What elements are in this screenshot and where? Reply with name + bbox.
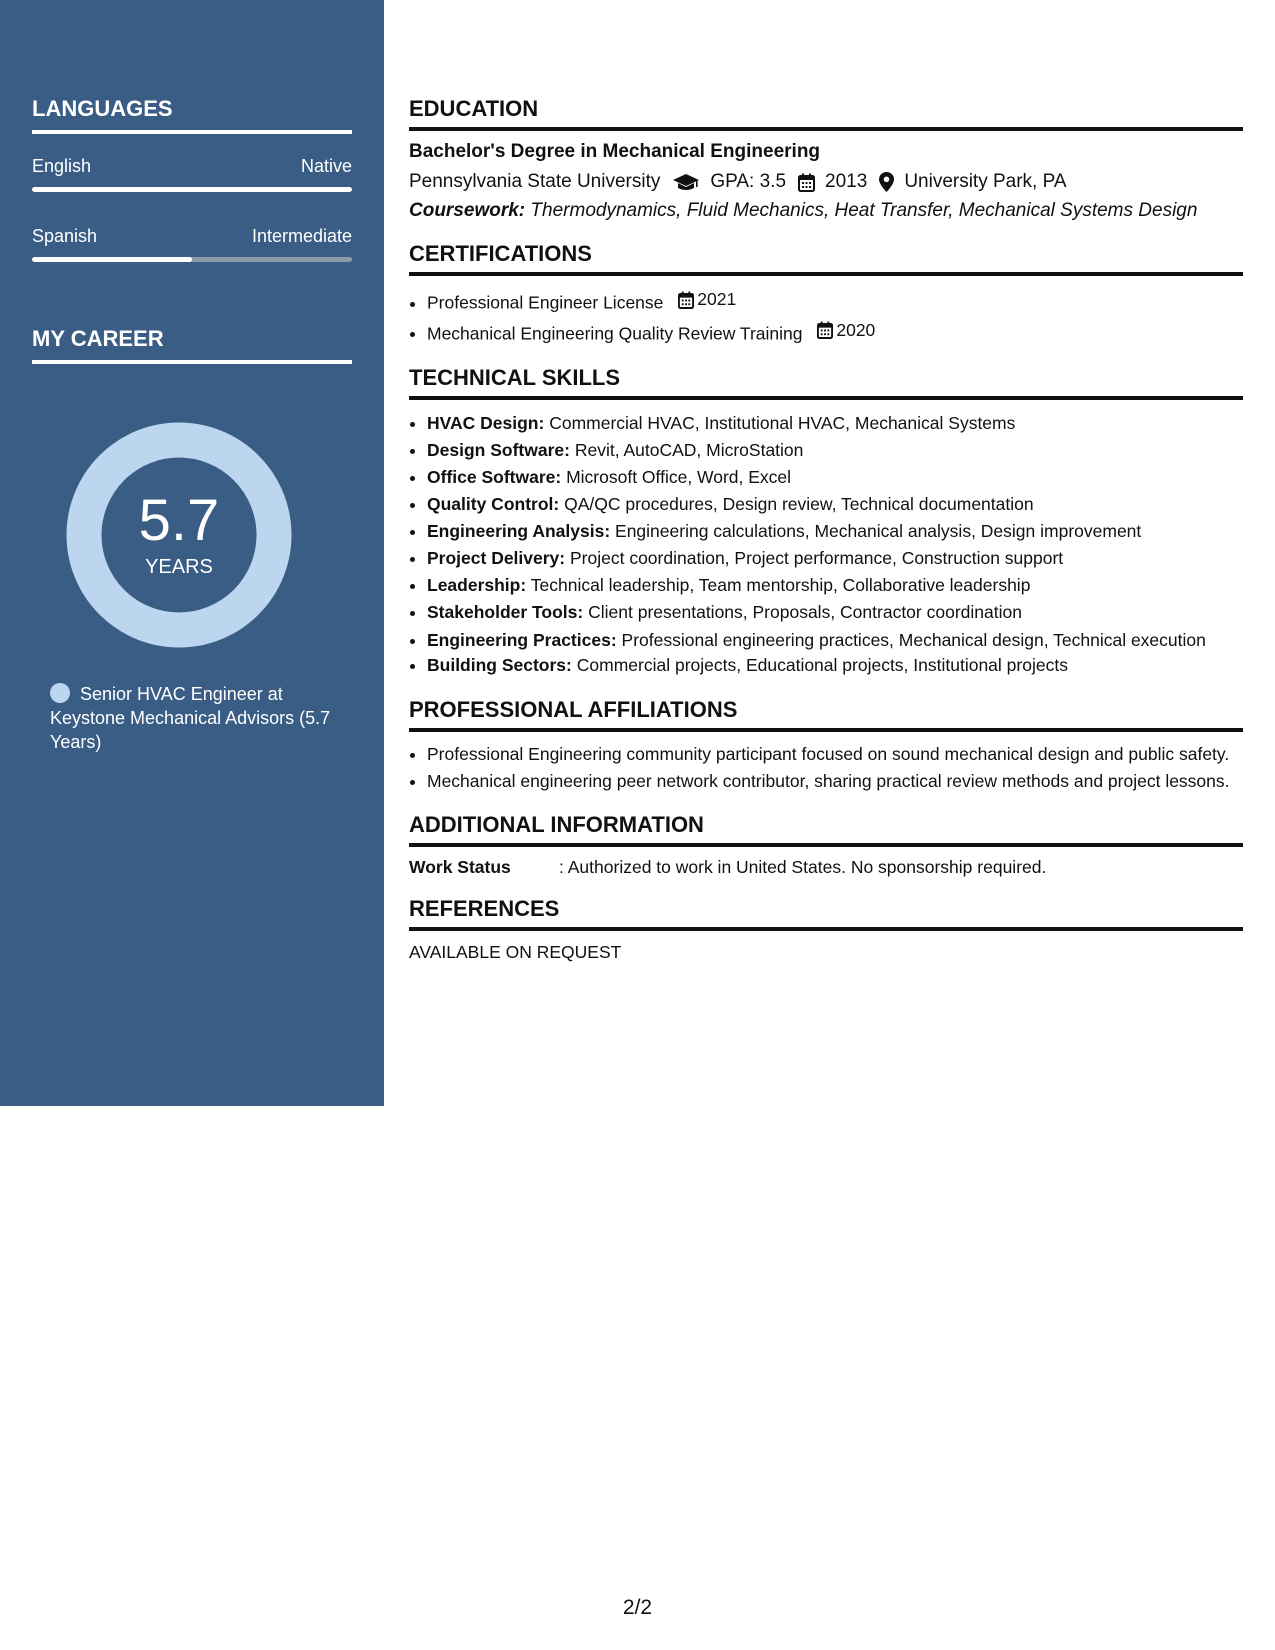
skill-label: Building Sectors: (427, 655, 572, 675)
affiliations-list (409, 742, 1243, 794)
calendar-icon (798, 173, 815, 192)
career-total-value: 5.7 (138, 487, 220, 553)
language-bar-fill (32, 257, 192, 262)
career-item-text: Senior HVAC Engineer at Keystone Mechanical Advisors (5.7 Years) (50, 684, 331, 752)
languages-section (32, 96, 352, 262)
degree-title: Bachelor's Degree in Mechanical Engineering (409, 141, 821, 162)
references-text: AVAILABLE ON REQUEST (409, 942, 622, 962)
references-section (409, 896, 1243, 963)
skill-label: Leadership: (427, 575, 527, 595)
donut-center (66, 422, 292, 648)
skill-item (427, 437, 1243, 464)
certification-item (427, 317, 1243, 348)
skill-value: Commercial HVAC, Institutional HVAC, Mechanical Systems (549, 413, 1016, 433)
language-name: English (32, 156, 92, 176)
language-bar-fill (32, 187, 352, 192)
sidebar (0, 0, 384, 1106)
language-bar (32, 257, 352, 262)
certification-year: 2021 (697, 289, 737, 309)
skill-value: Project coordination, Project performance, Construction support (570, 548, 1064, 568)
certification-name: Mechanical Engineering Quality Review Training (427, 323, 803, 343)
skill-label: Office Software: (427, 467, 562, 487)
career-section (32, 326, 352, 364)
skill-label: HVAC Design: (427, 413, 545, 433)
school-location: University Park, PA (904, 171, 1067, 192)
language-level: Native (300, 156, 352, 176)
coursework-label: Coursework: (409, 200, 526, 221)
coursework-text: Thermodynamics, Fluid Mechanics, Heat Transfer, Mechanical Systems Design (530, 200, 1198, 221)
main-content (409, 96, 1243, 981)
career-heading: MY CAREER (32, 326, 352, 364)
work-status-value: : Authorized to work in United States. No sponsorship required. (559, 857, 1047, 877)
certification-name: Professional Engineer License (427, 292, 664, 313)
skill-item (427, 545, 1243, 572)
skill-item (427, 518, 1243, 545)
education-section (409, 96, 1243, 223)
skill-value: Technical leadership, Team mentorship, Collaborative leadership (530, 575, 1031, 595)
gpa: GPA: 3.5 (710, 171, 787, 192)
skill-item (427, 628, 1243, 652)
education-heading: EDUCATION (409, 96, 1243, 131)
skill-label: Engineering Analysis: (427, 521, 611, 541)
skill-label: Quality Control: (427, 494, 560, 514)
affiliation-item: • Mechanical engineering peer network contributor, sharing practical review methods and project lessons. (427, 769, 1243, 794)
skill-value: QA/QC procedures, Design review, Technical documentation (564, 494, 1034, 514)
skills-heading: TECHNICAL SKILLS (409, 365, 1243, 400)
certification-item (427, 286, 1243, 317)
graduation-year: 2013 (825, 171, 868, 192)
career-legend-dot (50, 683, 70, 703)
skills-section (409, 365, 1243, 679)
additional-info-section (409, 812, 1243, 878)
skill-item (427, 572, 1243, 599)
language-item-english (32, 156, 352, 192)
additional-info-heading: ADDITIONAL INFORMATION (409, 812, 1243, 847)
coursework (409, 199, 1243, 223)
language-name: Spanish (32, 226, 98, 246)
calendar-icon (678, 291, 694, 309)
skill-item (427, 410, 1243, 437)
work-status-label: Work Status (409, 857, 511, 877)
certifications-heading: CERTIFICATIONS (409, 241, 1243, 276)
certifications-list (409, 286, 1243, 347)
skill-value: Microsoft Office, Word, Excel (566, 467, 792, 487)
skill-label: Engineering Practices: (427, 630, 617, 650)
certifications-section (409, 241, 1243, 347)
skill-label: Stakeholder Tools: (427, 602, 584, 622)
school-name: Pennsylvania State University (409, 171, 661, 192)
work-status-row (409, 857, 1243, 878)
skill-label: Project Delivery: (427, 548, 566, 568)
skills-list (409, 410, 1243, 679)
location-pin-icon (879, 172, 894, 192)
graduation-cap-icon (672, 172, 700, 192)
career-item (50, 682, 350, 754)
skill-item (427, 599, 1243, 626)
career-donut-chart (66, 422, 292, 648)
skill-item (427, 491, 1243, 518)
language-item-spanish (32, 226, 352, 262)
skill-item (427, 464, 1243, 491)
references-heading: REFERENCES (409, 896, 1243, 931)
career-total-unit: YEARS (145, 555, 213, 578)
skill-value: Engineering calculations, Mechanical analysis, Design improvement (615, 521, 1142, 541)
skill-item (427, 652, 1243, 679)
affiliations-section (409, 697, 1243, 794)
skill-label: Design Software: (427, 440, 570, 460)
affiliation-item: • Professional Engineering community participant focused on sound mechanical design and public safety. (427, 742, 1243, 767)
language-bar (32, 187, 352, 192)
certification-year: 2020 (836, 319, 876, 340)
page-number: 2/2 (622, 1596, 653, 1619)
skill-value: Professional engineering practices, Mechanical design, Technical execution (621, 630, 1206, 650)
education-details (409, 171, 1243, 193)
affiliations-heading: PROFESSIONAL AFFILIATIONS (409, 697, 1243, 732)
languages-heading: LANGUAGES (32, 96, 352, 134)
skill-value: Client presentations, Proposals, Contractor coordination (588, 602, 1022, 622)
calendar-icon (817, 321, 833, 339)
skill-value: Revit, AutoCAD, MicroStation (574, 440, 804, 460)
language-level: Intermediate (251, 226, 352, 246)
skill-value: Commercial projects, Educational projects, Institutional projects (576, 655, 1068, 675)
